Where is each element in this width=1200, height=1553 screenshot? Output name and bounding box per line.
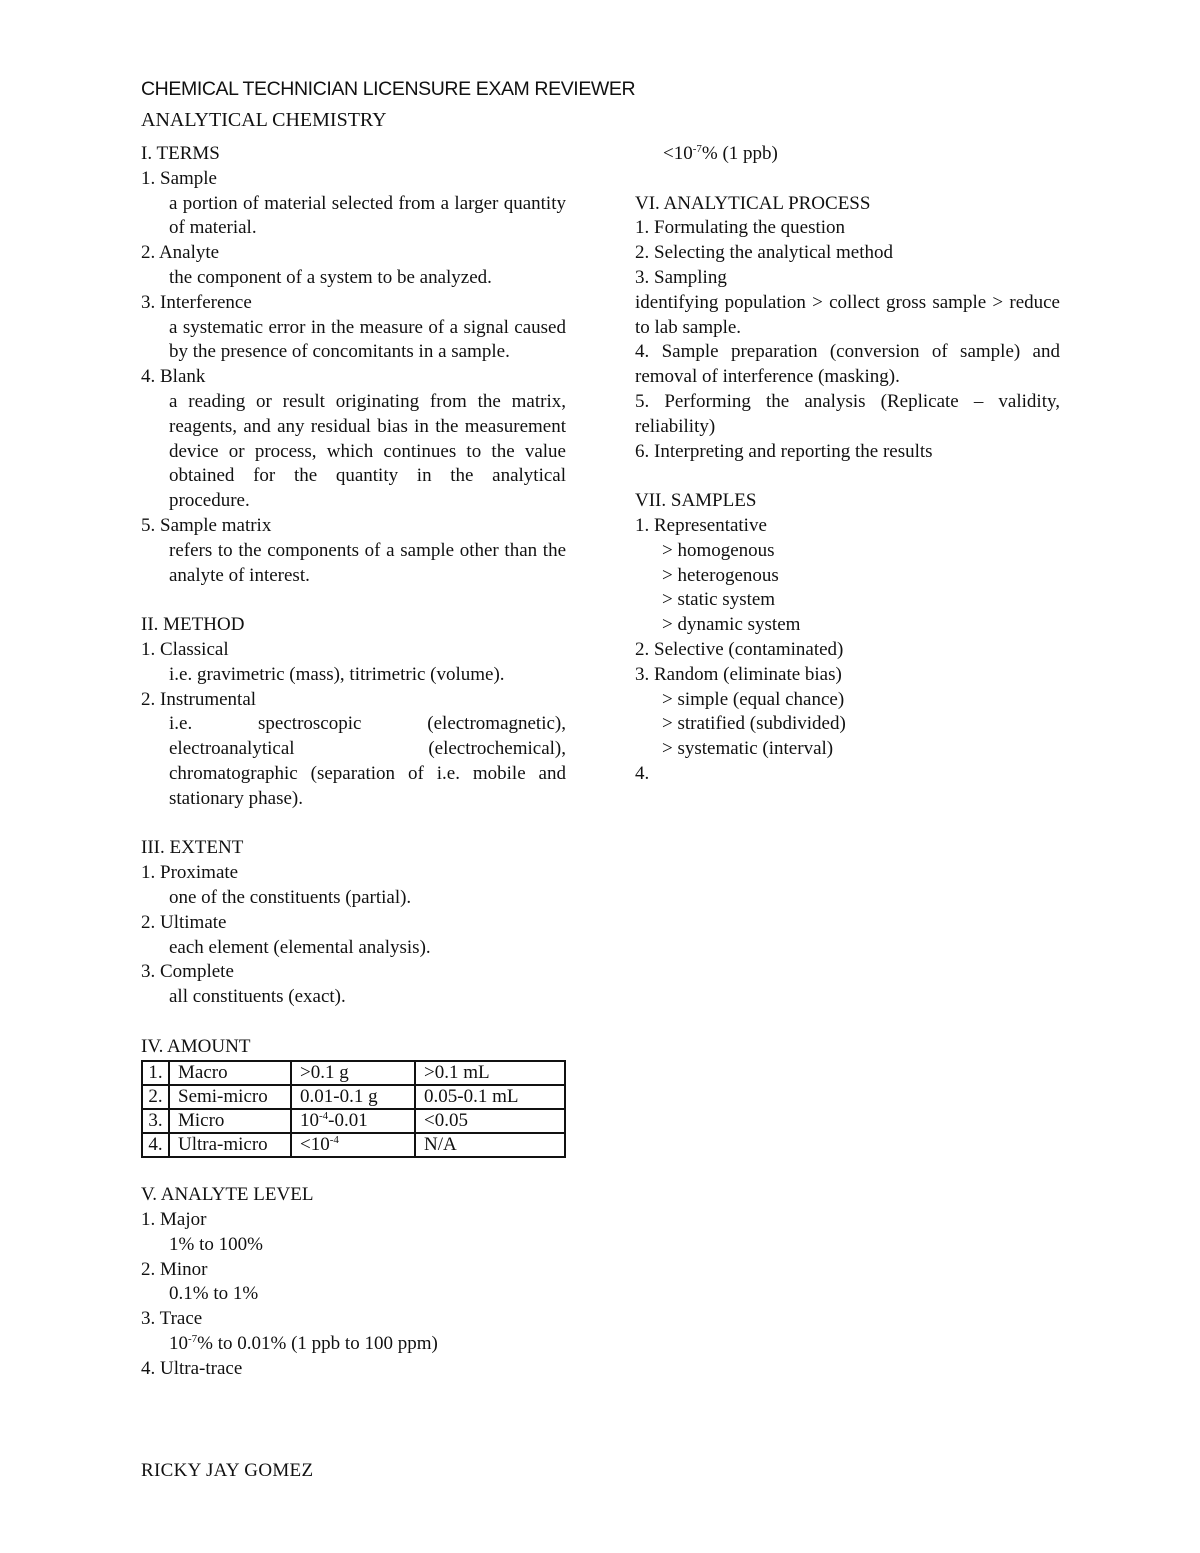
method-label: 1. Classical	[141, 638, 229, 660]
level-range: 1% to 100%	[169, 1233, 263, 1255]
process-step: 1. Formulating the question	[635, 217, 846, 239]
extent-definition: one of the constituents (partial).	[169, 886, 412, 908]
table-cell: N/A	[415, 1133, 565, 1157]
extent-label: 3. Complete	[141, 961, 234, 983]
table-cell: <0.05	[415, 1109, 565, 1133]
document-title: CHEMICAL TECHNICIAN LICENSURE EXAM REVIEWER	[141, 78, 636, 100]
extent-label: 2. Ultimate	[141, 911, 227, 933]
process-step: 5. Performing the analysis (Replicate – validity, reliability)	[635, 390, 1060, 437]
level-label: 4. Ultra-trace	[141, 1357, 243, 1379]
sample-subtype: > simple (equal chance)	[662, 688, 845, 710]
table-cell: >0.1 mL	[415, 1061, 565, 1085]
term-label: 5. Sample matrix	[141, 514, 272, 536]
term-definition: the component of a system to be analyzed.	[169, 266, 492, 288]
table-row	[142, 1133, 565, 1157]
method-label: 2. Instrumental	[141, 688, 257, 710]
method-definition: i.e. spectroscopic (electromagnetic), electroanalytical (electrochemical), chromatographic (separation of i.e. mobile and stationary phase).	[169, 713, 566, 809]
level-base: <10	[663, 143, 693, 164]
level-rest: % (1 ppb)	[701, 143, 778, 164]
section-heading-method: II. METHOD	[141, 614, 245, 636]
term-label: 2. Analyte	[141, 242, 220, 264]
table-row	[142, 1085, 565, 1109]
sample-subtype: > heterogenous	[662, 564, 779, 586]
sample-subtype: > systematic (interval)	[662, 738, 834, 760]
section-heading-extent: III. EXTENT	[141, 837, 244, 859]
table-cell: Micro	[169, 1109, 291, 1133]
amount-table	[141, 1060, 566, 1158]
section-heading-analyte-level: V. ANALYTE LEVEL	[141, 1184, 314, 1206]
term-definition: a portion of material selected from a larger quantity of material.	[169, 192, 566, 239]
document-subtitle: ANALYTICAL CHEMISTRY	[141, 109, 387, 131]
extent-definition: all constituents (exact).	[169, 986, 346, 1008]
method-definition: i.e. gravimetric (mass), titrimetric (volume).	[169, 663, 505, 685]
section-heading-amount: IV. AMOUNT	[141, 1035, 251, 1057]
right-column	[635, 142, 1060, 787]
level-label: 1. Major	[141, 1209, 207, 1231]
sample-subtype: > stratified (subdivided)	[662, 713, 846, 735]
level-label: 3. Trace	[141, 1308, 203, 1330]
table-cell: 4.	[142, 1133, 169, 1157]
table-cell: >0.1 g	[291, 1061, 415, 1085]
table-cell: 0.01-0.1 g	[291, 1085, 415, 1109]
left-column	[141, 142, 566, 1382]
term-definition: refers to the components of a sample other than the analyte of interest.	[169, 539, 566, 586]
table-cell	[291, 1109, 415, 1133]
level-range	[635, 142, 1060, 167]
mass-rest: -0.01	[328, 1110, 368, 1132]
term-definition: a reading or result originating from the matrix, reagents, and any residual bias in the measurement device or process, which continues to the value obtained for the quantity in the analytical procedure.	[169, 390, 566, 512]
level-range	[141, 1332, 566, 1357]
sample-type: 4.	[635, 762, 650, 784]
table-cell: 1.	[142, 1061, 169, 1085]
extent-label: 1. Proximate	[141, 862, 239, 884]
footer-author: RICKY JAY GOMEZ	[141, 1460, 314, 1481]
sample-subtype: > dynamic system	[662, 614, 801, 636]
section-heading-samples: VII. SAMPLES	[635, 490, 757, 512]
table-cell: 2.	[142, 1085, 169, 1109]
level-label: 2. Minor	[141, 1258, 208, 1280]
level-base: 10	[169, 1333, 188, 1355]
term-label: 1. Sample	[141, 167, 217, 189]
table-row	[142, 1061, 565, 1085]
process-step-detail: identifying population > collect gross sample > reduce to lab sample.	[635, 291, 1060, 338]
process-step: 3. Sampling	[635, 266, 727, 288]
level-rest: % to 0.01% (1 ppb to 100 ppm)	[197, 1333, 438, 1355]
extent-definition: each element (elemental analysis).	[169, 936, 431, 958]
mass-base: <10	[300, 1134, 330, 1156]
process-step: 6. Interpreting and reporting the results	[635, 440, 933, 462]
table-cell: Ultra-micro	[169, 1133, 291, 1157]
mass-base: 10	[300, 1110, 319, 1132]
section-heading-terms: I. TERMS	[141, 143, 220, 164]
table-cell	[291, 1133, 415, 1157]
table-cell: Semi-micro	[169, 1085, 291, 1109]
sample-type: 2. Selective (contaminated)	[635, 638, 844, 660]
term-definition: a systematic error in the measure of a signal caused by the presence of concomitants in a sample.	[169, 316, 566, 363]
level-exponent: -7	[188, 1333, 198, 1346]
sample-type: 3. Random (eliminate bias)	[635, 663, 842, 685]
table-cell: 0.05-0.1 mL	[415, 1085, 565, 1109]
sample-subtype: > static system	[662, 589, 776, 611]
process-step: 2. Selecting the analytical method	[635, 242, 894, 264]
sample-subtype: > homogenous	[662, 539, 775, 561]
process-step: 4. Sample preparation (conversion of sample) and removal of interference (masking).	[635, 341, 1060, 388]
mass-exponent: -4	[319, 1110, 329, 1123]
level-range: 0.1% to 1%	[169, 1283, 259, 1305]
term-label: 4. Blank	[141, 366, 206, 388]
sample-type: 1. Representative	[635, 514, 767, 536]
level-exponent: -7	[692, 143, 702, 155]
mass-exponent: -4	[329, 1134, 339, 1147]
table-cell: Macro	[169, 1061, 291, 1085]
table-cell: 3.	[142, 1109, 169, 1133]
section-heading-process: VI. ANALYTICAL PROCESS	[635, 192, 871, 214]
table-row	[142, 1109, 565, 1133]
term-label: 3. Interference	[141, 291, 252, 313]
